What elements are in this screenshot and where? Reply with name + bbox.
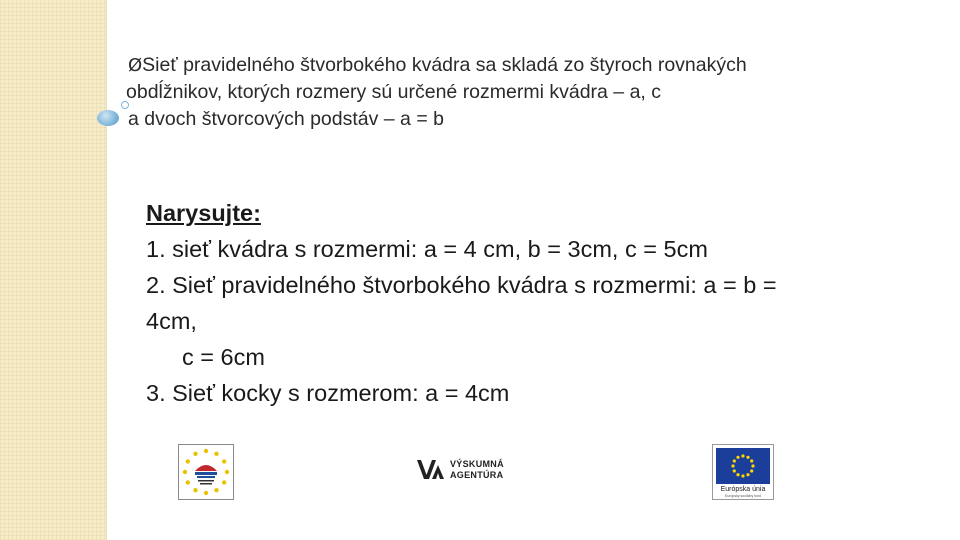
task-item-2-line-1: 2. Sieť pravidelného štvorbokého kvádra s rozmermi: a = b = [146,272,777,298]
task-item-2-line-3: c = 6cm [182,344,265,370]
band-divider [106,0,107,540]
european-union-logo [712,444,774,500]
education-program-logo [178,444,234,500]
intro-line-1 [128,52,848,79]
research-agency-wordmark [450,459,504,481]
left-decorative-band [0,0,106,540]
research-agency-line-2: AGENTÚRA [450,470,504,480]
va-monogram-icon [416,457,446,483]
eu-subcaption: Európsky sociálny fond [725,494,761,498]
task-item-2-line-2: 4cm, [146,308,197,334]
task-item-1: 1. sieť kvádra s rozmermi: a = 4 cm, b = 3cm, c = 5cm [146,236,708,262]
eu-flag [716,448,770,484]
stars-ring-icon [179,445,233,499]
arrow-bullet-icon: Ø [128,55,143,76]
decorative-bubble-large [97,110,119,126]
intro-line-2: obdĺžnikov, ktorých rozmery sú určené rozmermi kvádra – a, c [126,81,661,103]
research-agency-line-1: VÝSKUMNÁ [450,459,504,469]
task-heading: Narysujte: [146,200,261,226]
intro-line-3: a dvoch štvorcových podstáv – a = b [128,108,444,130]
eu-caption: Európska únia [720,486,766,493]
intro-paragraph [128,52,848,133]
task-item-3: 3. Sieť kocky s rozmerom: a = 4cm [146,380,510,406]
research-agency-logo [416,455,526,485]
task-list [146,195,866,411]
eu-stars-icon [716,448,770,484]
intro-line-1-text: Sieť pravidelného štvorbokého kvádra sa skladá zo štyroch rovnakých [142,54,747,76]
